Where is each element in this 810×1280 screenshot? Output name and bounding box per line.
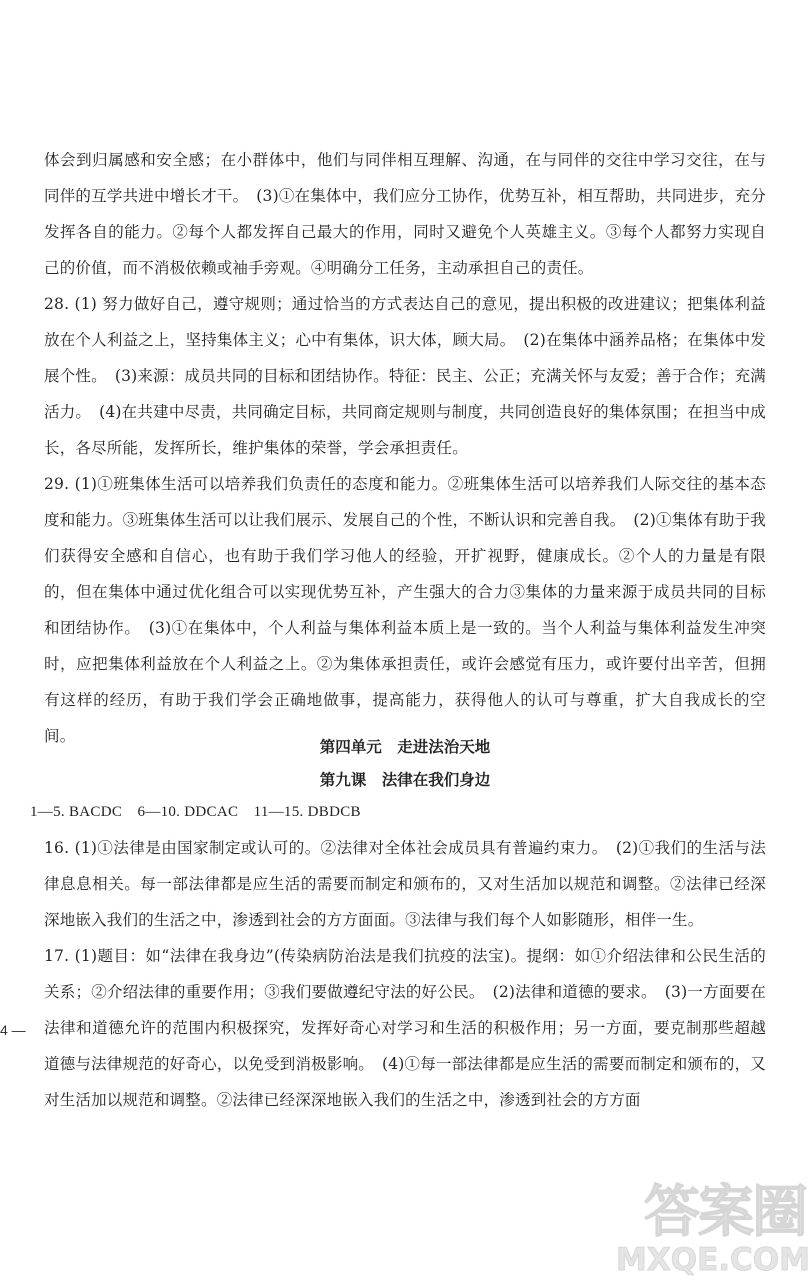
paragraph-q29 (44, 466, 766, 754)
paragraph-q17 (44, 938, 766, 1118)
paragraph-text: 体会到归属感和安全感；在小群体中，他们与同伴相互理解、沟通，在与同伴的交往中学习交往，在与同伴的互学共进中增长才干。 (3)①在集体中，我们应分工协作，优势互补，相互帮助，共同进步，充分发挥各自的能力。②每个人都发挥自己最大的作用，同时又避免个人英雄主义。③每个人都努力实现自己的价值，而不消极依赖或袖手旁观。④明确分工任务，主动承担自己的责任。 (44, 151, 766, 277)
watermark-url: MXQE.COM (616, 1242, 810, 1278)
paragraph-text: 17. (1)题目：如“法律在我身边”(传染病防治法是我们抗疫的法宝)。提纲：如①介绍法律和公民生活的关系；②介绍法律的重要作用；③我们要做遵纪守法的好公民。 (2)法律和道德的要求。 (3)一方面要在法律和道德允许的范围内积极探究，发挥好奇心对学习和生活的积极作用；另一方面，要克制那些超越道德与法律规范的好奇心，以免受到消极影响。 (4)①每一部法律都是应生活的需要而制定和颁布的，又对生活加以规范和调整。②法律已经深深地嵌入我们的生活之中，渗透到社会的方方面 (44, 947, 766, 1109)
page-number: 4 — (0, 1022, 26, 1038)
watermark-chinese: 答案圈 (644, 1180, 806, 1245)
paragraph-q27-continued (44, 142, 766, 286)
choice-answers: 1—5. BACDC 6—10. DDCAC 11—15. DBDCB (30, 804, 361, 820)
paragraph-text: 29. (1)①班集体生活可以培养我们负责任的态度和能力。②班集体生活可以培养我们人际交往的基本态度和能力。③班集体生活可以让我们展示、发展自己的个性，不断认识和完善自我。 (2)①集体有助于我们获得安全感和自信心，也有助于我们学习他人的经验，开扩视野，健康成长。②个人的力量是有限的，但在集体中通过优化组合可以实现优势互补，产生强大的合力③集体的力量来源于成员共同的目标和团结协作。 (3)①在集体中，个人利益与集体利益本质上是一致的。当个人利益与集体利益发生冲突时，应把集体利益放在个人利益之上。②为集体承担责任，或许会感觉有压力，或许要付出辛苦，但拥有这样的经历，有助于我们学会正确地做事，提高能力，获得他人的认可与尊重，扩大自我成长的空间。 (44, 475, 766, 745)
lesson-title: 第九课 法律在我们身边 (319, 771, 491, 789)
paragraph-text: 16. (1)①法律是由国家制定或认可的。②法律对全体社会成员具有普遍约束力。 (2)①我们的生活与法律息息相关。每一部法律都是应生活的需要而制定和颁布的，又对生活加以规范和调整。②法律已经深深地嵌入我们的生活之中，渗透到社会的方方面面。③法律与我们每个人如影随形，相伴一生。 (44, 839, 766, 929)
watermark-logo (606, 1168, 810, 1278)
paragraph-q28 (44, 286, 766, 466)
paragraph-q16 (44, 830, 766, 938)
paragraph-text: 28. (1) 努力做好自己，遵守规则；通过恰当的方式表达自己的意见，提出积极的改进建议；把集体利益放在个人利益之上，坚持集体主义；心中有集体，识大体，顾大局。 (2)在集体中涵养品格；在集体中发展个性。 (3)来源：成员共同的目标和团结协作。特征：民主、公正；充满关怀与友爱；善于合作；充满活力。 (4)在共建中尽责，共同确定目标，共同商定规则与制度，共同创造良好的集体氛围；在担当中成长，各尽所能，发挥所长，维护集体的荣誉，学会承担责任。 (44, 295, 766, 457)
unit-title: 第四单元 走进法治天地 (319, 738, 491, 756)
